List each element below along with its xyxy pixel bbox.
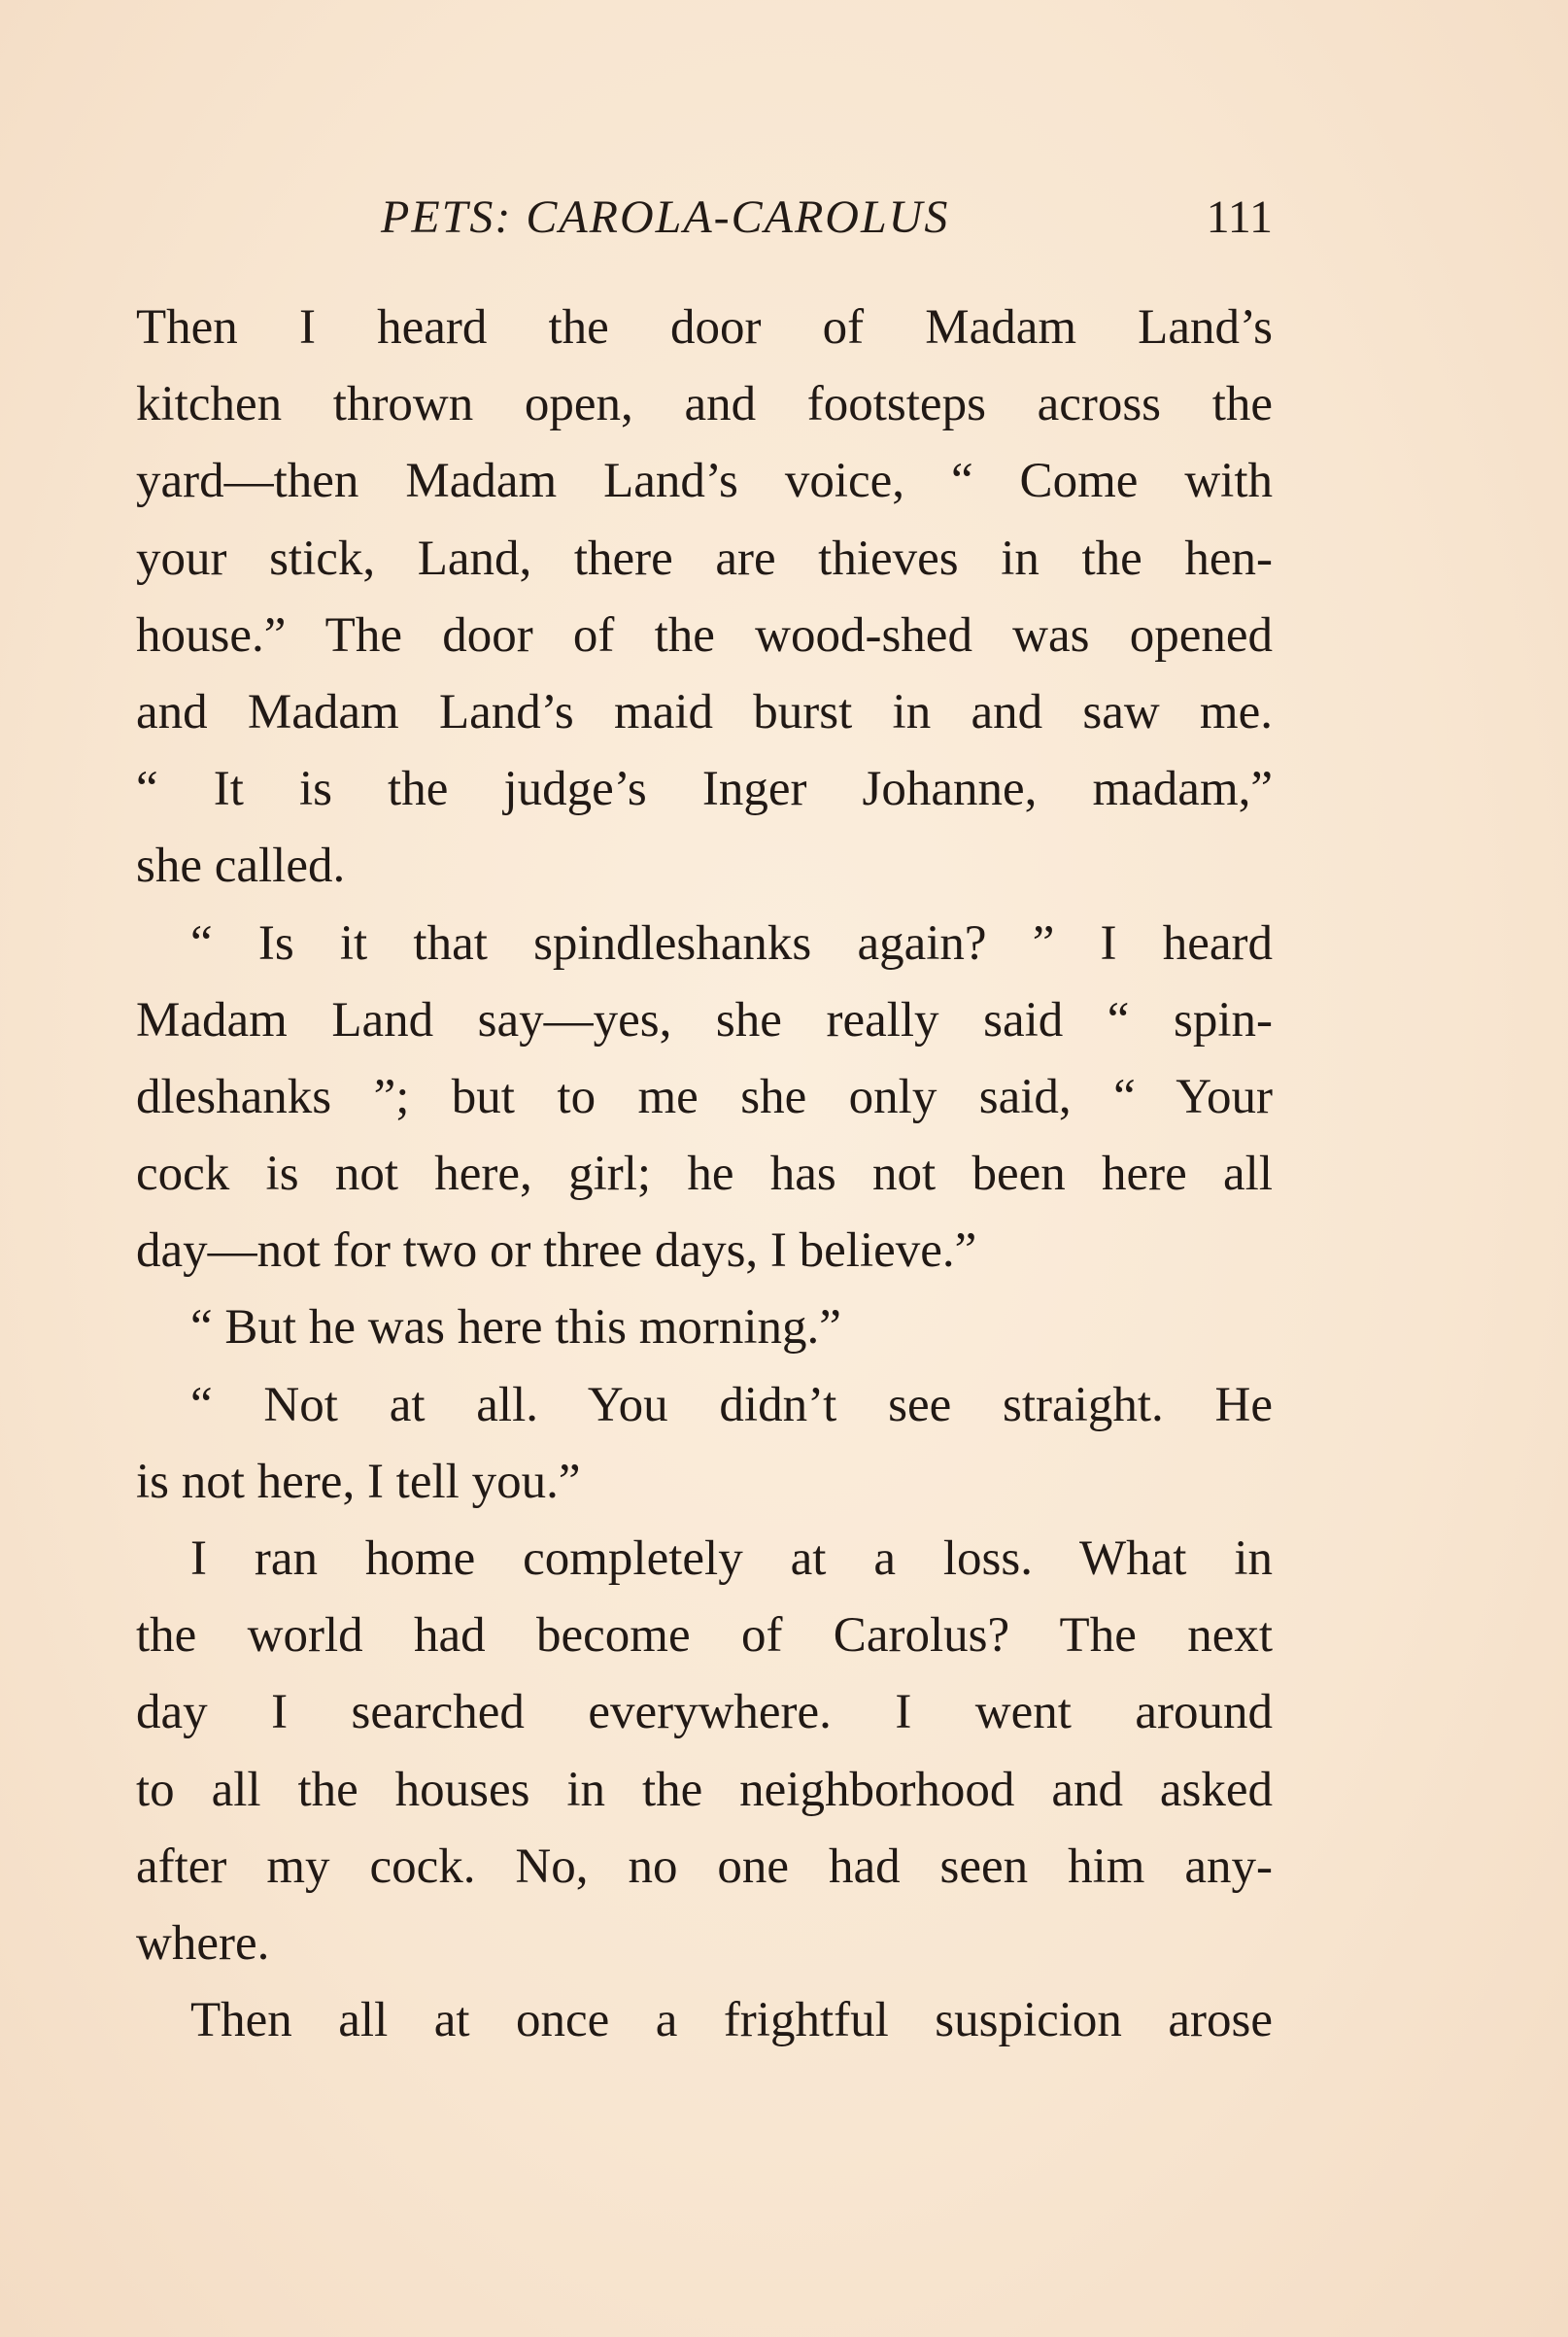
text-line: Madam Land say—yes, she really said “ spin-	[136, 992, 1273, 1048]
text-line: Then I heard the door of Madam Land’s	[136, 300, 1273, 355]
running-title: PETS: CAROLA-CAROLUS	[381, 191, 950, 243]
text-line: cock is not here, girl; he has not been here all	[136, 1147, 1273, 1202]
text-line: I ran home completely at a loss. What in	[190, 1531, 1273, 1586]
text-line: dleshanks ”; but to me she only said, “ Your	[136, 1069, 1273, 1124]
page-number: 111	[1206, 191, 1273, 243]
text-line: house.” The door of the wood-shed was opened	[136, 607, 1273, 663]
body-text	[136, 290, 1273, 2048]
text-line: “ It is the judge’s Inger Johanne, madam,”	[136, 762, 1273, 817]
text-line: your stick, Land, there are thieves in the hen-	[136, 531, 1273, 586]
text-line: and Madam Land’s maid burst in and saw me.	[136, 684, 1273, 739]
text-line: “ Is it that spindleshanks again? ” I heard	[190, 915, 1273, 971]
text-line: kitchen thrown open, and footsteps across the	[136, 377, 1273, 432]
text-line: day—not for two or three days, I believe.”	[136, 1223, 977, 1279]
text-line: is not here, I tell you.”	[136, 1454, 581, 1509]
text-line: after my cock. No, no one had seen him any-	[136, 1839, 1273, 1894]
text-line: day I searched everywhere. I went around	[136, 1685, 1273, 1740]
text-line: the world had become of Carolus? The next	[136, 1608, 1273, 1664]
text-line: where.	[136, 1915, 270, 1971]
text-line: “ Not at all. You didn’t see straight. He	[190, 1377, 1273, 1432]
text-line: yard—then Madam Land’s voice, “ Come with	[136, 454, 1273, 509]
text-line: she called.	[136, 839, 346, 894]
text-line: “ But he was here this morning.”	[190, 1300, 841, 1356]
text-line: to all the houses in the neighborhood and asked	[136, 1762, 1273, 1817]
running-head	[136, 190, 1273, 258]
text-line: Then all at once a frightful suspicion arose	[190, 1993, 1273, 2048]
